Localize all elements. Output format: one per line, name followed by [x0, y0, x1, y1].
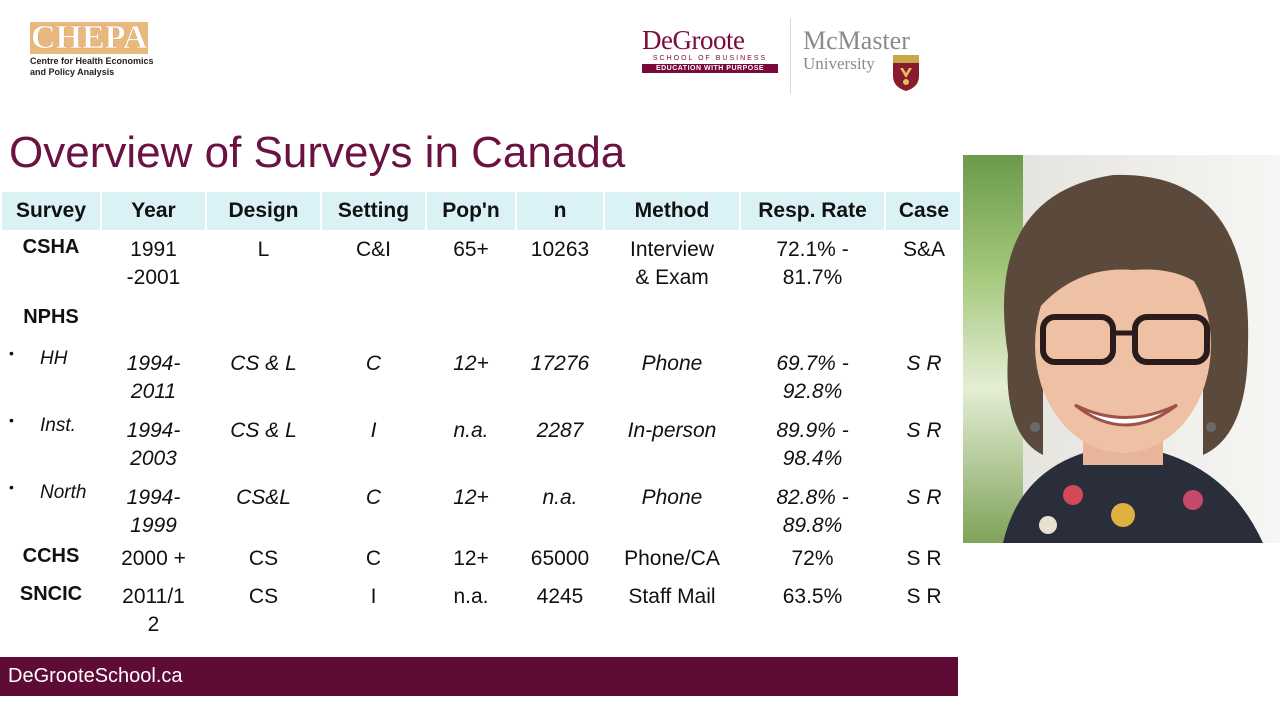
cell-year-line2: -2001	[126, 266, 181, 289]
cell-setting: C	[365, 547, 382, 570]
cell-survey: CCHS	[22, 545, 80, 567]
cell-setting: I	[370, 419, 377, 442]
header-resp-rate: Resp. Rate	[741, 192, 884, 230]
header-n: n	[517, 192, 603, 230]
slide-title: Overview of Surveys in Canada	[9, 128, 626, 177]
cell-resp-line1: 82.8% -	[776, 486, 849, 509]
cell-setting: C	[365, 352, 382, 375]
header-setting: Setting	[322, 192, 425, 230]
cell-survey-label: Inst.	[40, 415, 76, 436]
cell-year	[102, 579, 205, 639]
cell-case: S R	[906, 419, 942, 442]
cell-resp-rate	[741, 579, 884, 639]
cell-setting: C&I	[355, 238, 391, 261]
cell-design: CS	[248, 547, 279, 570]
cell-n: 17276	[530, 352, 590, 375]
degroote-school: SCHOOL OF BUSINESS	[652, 55, 768, 62]
cell-method-line1: Staff Mail	[628, 585, 716, 608]
cell-resp-line2: 89.8%	[782, 514, 843, 537]
table-row	[2, 296, 962, 340]
cell-year-line1: 1994-	[126, 352, 181, 375]
cell-year-line1: 2000 +	[121, 547, 186, 570]
cell-method	[605, 340, 739, 407]
cell-popn: 12+	[453, 547, 489, 570]
cell-case: S&A	[902, 238, 946, 261]
cell-survey-label: HH	[40, 348, 68, 369]
cell-year-line2: 2003	[130, 447, 177, 470]
survey-table	[0, 192, 964, 639]
cell-design: CS & L	[230, 352, 297, 375]
cell-case: S R	[906, 486, 942, 509]
table-row	[2, 474, 962, 541]
cell-resp-rate	[741, 340, 884, 407]
cell-popn: 12+	[453, 486, 489, 509]
cell-resp-rate	[741, 474, 884, 541]
cell-year-line1: 2011/1	[122, 585, 185, 608]
cell-case: S R	[906, 352, 942, 375]
cell-year-line1: 1991	[130, 238, 177, 261]
cell-method	[605, 230, 739, 296]
mcmaster-name: McMaster	[803, 26, 910, 55]
table-row	[2, 230, 962, 296]
chepa-word: CHEPA	[31, 19, 148, 56]
chepa-subtitle	[30, 56, 170, 78]
cell-popn: 65+	[453, 238, 489, 261]
cell-survey-label: North	[40, 482, 87, 503]
header-design: Design	[207, 192, 320, 230]
cell-year-line2: 2	[147, 613, 160, 636]
presenter-webcam	[963, 155, 1280, 543]
cell-year-line1: 1994-	[126, 486, 181, 509]
table-row	[2, 579, 962, 639]
cell-setting: C	[365, 486, 382, 509]
cell-resp-line1: 72.1% -	[776, 238, 849, 261]
cell-resp-line2: 98.4%	[782, 447, 843, 470]
cell-year	[102, 541, 205, 579]
cell-method	[605, 474, 739, 541]
cell-survey	[2, 340, 100, 407]
header-year: Year	[102, 192, 205, 230]
cell-n: 65000	[530, 547, 590, 570]
cell-year	[102, 340, 205, 407]
cell-empty	[102, 296, 962, 340]
cell-resp-line1: 69.7% -	[776, 352, 849, 375]
cell-resp-line1: 89.9% -	[776, 419, 849, 442]
bullet-icon: •	[9, 479, 14, 495]
cell-resp-line2: 81.7%	[782, 266, 843, 289]
cell-year-line2: 1999	[130, 514, 177, 537]
cell-resp-rate	[741, 230, 884, 296]
header-popn: Pop'n	[427, 192, 515, 230]
cell-survey: CSHA	[22, 236, 80, 258]
cell-year-line1: 1994-	[126, 419, 181, 442]
cell-method-line2: & Exam	[635, 266, 709, 289]
cell-case: S R	[906, 547, 942, 570]
cell-n: 2287	[536, 419, 584, 442]
cell-method	[605, 579, 739, 639]
cell-method	[605, 541, 739, 579]
cell-design: L	[257, 238, 270, 261]
cell-resp-line1: 72%	[791, 547, 834, 570]
cell-year	[102, 230, 205, 296]
degroote-tagline: EDUCATION WITH PURPOSE	[642, 64, 778, 73]
cell-method-line1: Phone	[641, 352, 703, 375]
cell-n: n.a.	[542, 486, 578, 509]
table-row	[2, 541, 962, 579]
cell-popn: n.a.	[453, 419, 489, 442]
chepa-wordmark	[30, 19, 170, 56]
cell-n: 10263	[530, 238, 590, 261]
footer-link[interactable]: DeGrooteSchool.ca	[8, 665, 183, 687]
footer-bar	[0, 657, 958, 696]
degroote-logo	[642, 26, 778, 73]
cell-design: CS	[248, 585, 279, 608]
cell-year-line2: 2011	[130, 380, 177, 403]
cell-method-line1: Phone	[641, 486, 703, 509]
cell-design: CS&L	[236, 486, 291, 509]
header-case: Case	[886, 192, 962, 230]
cell-case: S R	[906, 585, 942, 608]
cell-method-line1: Interview	[629, 238, 715, 261]
bullet-icon: •	[9, 412, 14, 428]
logo-divider	[790, 18, 791, 94]
degroote-name: DeGroote	[642, 25, 745, 55]
cell-resp-rate	[741, 407, 884, 474]
cell-survey	[2, 474, 100, 541]
cell-resp-line2: 92.8%	[782, 380, 843, 403]
cell-method-line1: In-person	[627, 419, 717, 442]
cell-method	[605, 407, 739, 474]
cell-setting: I	[370, 585, 377, 608]
presenter-figure	[963, 155, 1280, 543]
cell-popn: 12+	[453, 352, 489, 375]
table-row	[2, 340, 962, 407]
bullet-icon: •	[9, 345, 14, 361]
header-survey: Survey	[2, 192, 100, 230]
cell-survey: SNCIC	[19, 583, 83, 605]
cell-popn: n.a.	[453, 585, 489, 608]
mcmaster-crest-icon	[892, 54, 920, 92]
table-row	[2, 407, 962, 474]
cell-design: CS & L	[230, 419, 297, 442]
cell-survey: NPHS	[23, 306, 79, 328]
cell-year	[102, 407, 205, 474]
cell-n: 4245	[536, 585, 584, 608]
cell-method-line1: Phone/CA	[624, 547, 720, 570]
cell-resp-line1: 63.5%	[782, 585, 843, 608]
table-header-row	[2, 192, 962, 230]
chepa-logo	[30, 19, 170, 78]
chepa-subtitle-line1: Centre for Health Economics	[30, 56, 154, 66]
chepa-subtitle-line2: and Policy Analysis	[30, 67, 115, 77]
cell-resp-rate	[741, 541, 884, 579]
mcmaster-university: University	[803, 54, 875, 73]
cell-survey	[2, 407, 100, 474]
cell-year	[102, 474, 205, 541]
header-method: Method	[605, 192, 739, 230]
